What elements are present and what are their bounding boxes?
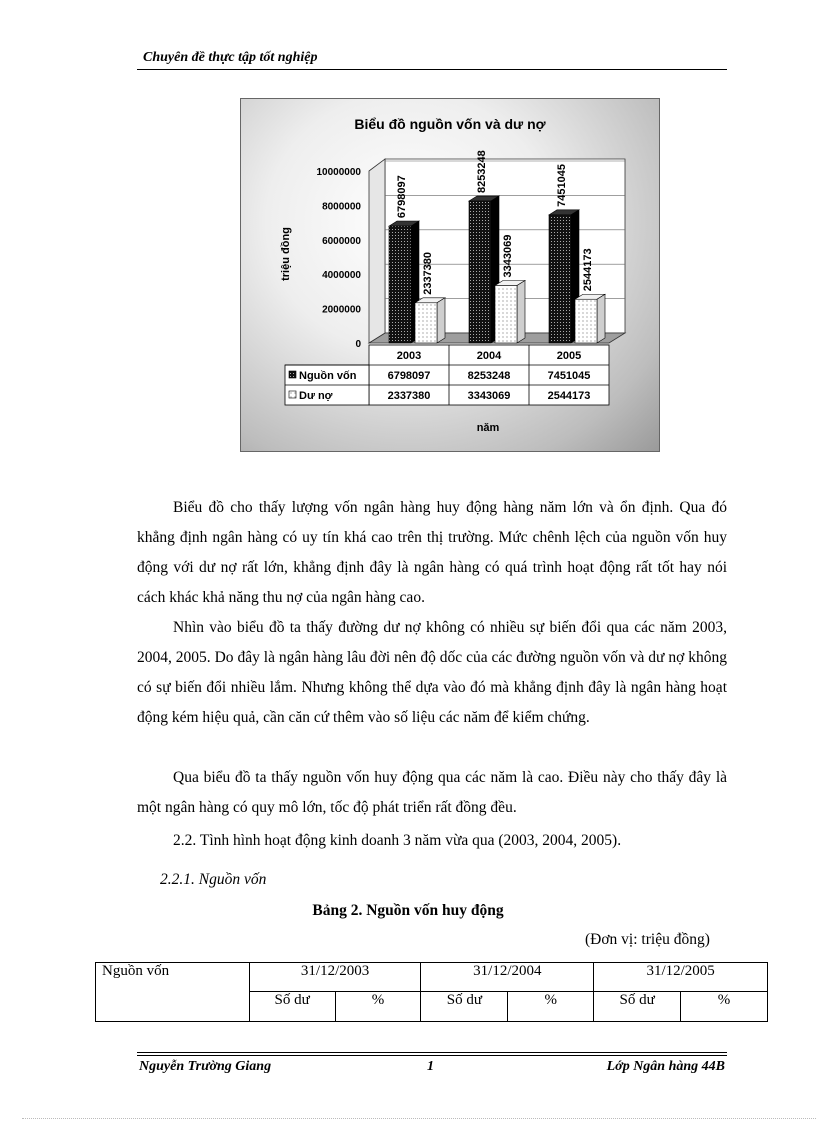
table-date-2005: 31/12/2005 [594,963,768,992]
legend-swatch [289,371,296,378]
page-footer [137,1052,727,1076]
bar-du-no-side [597,294,605,343]
legend-label: Dư nợ [299,390,333,402]
table-sub-percent: % [508,992,594,1022]
paragraph-2: Nhìn vào biểu đồ ta thấy đường dư nợ không có nhiều sự biến đổi qua các năm 2003, 2004, 2005. Do đây là ngân hàng lâu đời nên độ dốc của các đường nguồn vốn và dư nợ không có sự biến đổi nhiều lắm. Nhưng không thể dựa vào đó mà khẳng định đây là ngân hàng hoạt động kém hiệu quả, cần căn cứ thêm vào số liệu các năm để kiểm chứng. [137,619,727,726]
table-row-header: Nguồn vốn [96,963,250,1022]
bar-nguon-von [469,201,491,343]
bar-du-no-side [517,280,525,343]
footer-class: Lớp Ngân hàng 44B [606,1059,725,1074]
x-axis-label: năm [476,422,500,434]
legend-label: Nguồn vốn [299,370,357,382]
y-tick-label: 6000000 [322,235,361,247]
table-value: 2337380 [387,390,431,402]
table-header-row [96,963,768,992]
table-value: 8253248 [467,370,511,382]
table-sub-balance: Số dư [421,992,508,1022]
table-value: 7451045 [547,370,591,382]
y-tick-label: 8000000 [322,201,361,213]
table-value: 2544173 [547,390,591,402]
paragraph-1: Biểu đồ cho thấy lượng vốn ngân hàng huy động hàng năm lớn và ổn định. Qua đó khẳng định ngân hàng có uy tín khá cao trên thị trường. Mức chênh lệch của nguồn vốn huy động với dư nợ rất lớn, khẳng định đây là ngân hàng có quá trình hoạt động rất tốt hay nói cách khác khả năng thu nợ của ngân hàng cao. [137,499,727,606]
capital-table [95,962,768,1022]
page-header [137,48,727,70]
category-label: 2003 [396,350,422,362]
y-tick-label: 4000000 [322,270,361,282]
footer-page-number: 1 [427,1059,434,1074]
subsection-heading: 2.2.1. Nguồn vốn [160,871,267,888]
chart-frame [240,98,660,452]
page-edge-line [22,1118,816,1119]
legend-swatch [289,391,296,398]
table-value: 3343069 [467,390,511,402]
table-unit: (Đơn vị: triệu đồng) [585,931,710,948]
header-title: Chuyên đề thực tập tốt nghiệp [143,50,318,65]
y-tick-label: 10000000 [316,167,361,178]
bar-du-no [415,303,437,343]
y-tick-label: 0 [355,339,361,350]
data-label: 2544173 [582,248,594,292]
category-label: 2004 [476,350,502,362]
y-axis-label: triệu đồng [280,227,292,281]
table-title: Bảng 2. Nguồn vốn huy động [312,902,504,919]
bar-nguon-von [389,226,411,343]
bar-du-no [495,285,517,343]
table-date-2003: 31/12/2003 [249,963,421,992]
chart-title: Biểu đồ nguồn vốn và dư nợ [354,116,546,132]
bar-chart [241,99,659,451]
bar-du-no-side [437,298,445,343]
table-sub-percent: % [681,992,768,1022]
table-value: 6798097 [387,370,431,382]
category-label: 2005 [556,350,582,362]
bar-nguon-von [549,215,571,343]
table-sub-percent: % [335,992,421,1022]
chart-side-wall [369,159,385,343]
table-date-2004: 31/12/2004 [421,963,594,992]
paragraph-3: Qua biểu đồ ta thấy nguồn vốn huy động qua các năm là cao. Điều này cho thấy đây là một ngân hàng có quy mô lớn, tốc độ phát triển rất đồng đều. [137,769,727,816]
table-sub-balance: Số dư [594,992,681,1022]
section-heading: 2.2. Tình hình hoạt động kinh doanh 3 năm vừa qua (2003, 2004, 2005). [173,832,622,849]
footer-author: Nguyễn Trường Giang [139,1059,272,1074]
data-label: 3343069 [502,234,514,278]
data-label: 2337380 [422,251,434,295]
table-sub-balance: Số dư [249,992,335,1022]
data-label: 7451045 [556,164,568,207]
y-tick-label: 2000000 [322,304,361,316]
data-label: 6798097 [396,175,408,219]
bar-du-no [575,299,597,343]
data-label: 8253248 [476,150,488,194]
